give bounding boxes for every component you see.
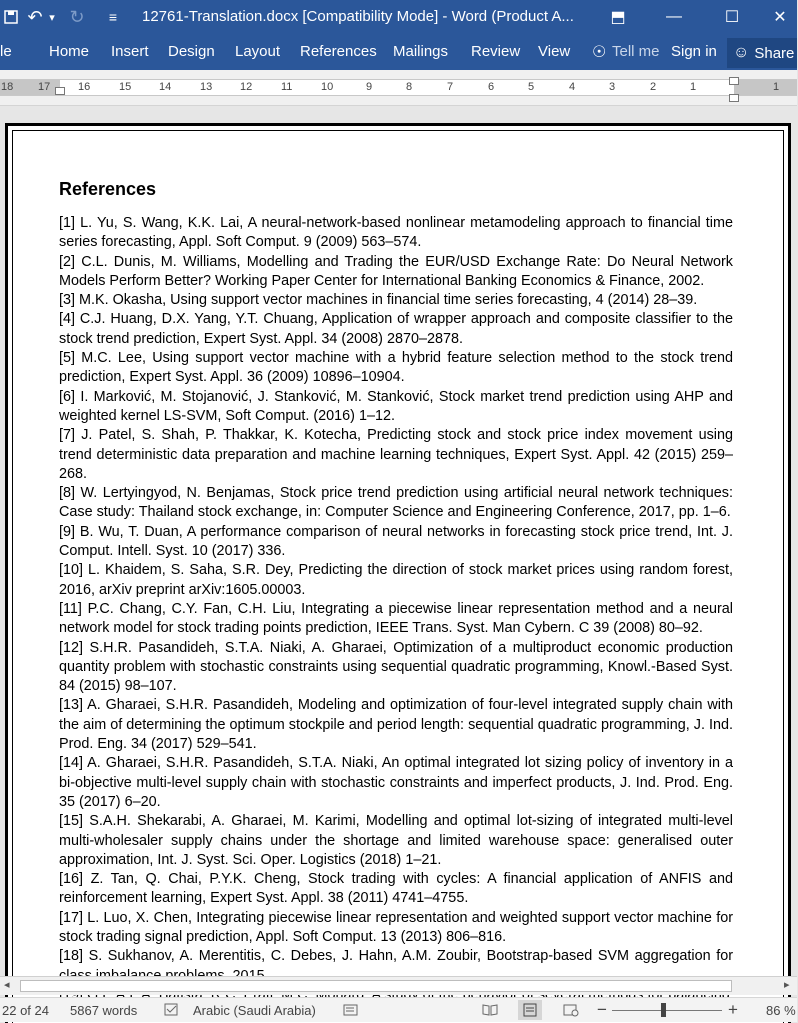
customize-toolbar-icon[interactable]: ≡	[108, 9, 118, 25]
sign-in-link[interactable]: Sign in	[671, 43, 717, 60]
reference-item: [10] L. Khaidem, S. Saha, S.R. Dey, Predicting the direction of stock market prices using random forest, 2016, arXiv preprint arXiv:1605.00003.	[59, 562, 733, 598]
ruler-tick: 18	[1, 81, 14, 93]
left-indent-marker[interactable]	[55, 87, 65, 95]
tab-home[interactable]: Home	[49, 43, 90, 60]
ruler-tick: 16	[78, 81, 91, 93]
horizontal-ruler[interactable]	[0, 70, 797, 106]
save-icon[interactable]	[0, 6, 22, 28]
scroll-left-icon[interactable]: ◂	[4, 979, 10, 991]
zoom-out-button[interactable]: −	[597, 1000, 607, 1019]
print-layout-icon[interactable]	[518, 1000, 542, 1020]
reference-item: [7] J. Patel, S. Shah, P. Thakkar, K. Kotecha, Predicting stock and stock price index movement using trend deterministic data preparation and machine learning techniques, Expert Syst. Appl. 42 (2015) 259–268.	[59, 427, 733, 482]
ribbon-display-options-icon[interactable]: ⬒	[610, 9, 626, 26]
close-icon[interactable]: ✕	[773, 9, 787, 26]
ruler-tick: 8	[406, 81, 413, 93]
tab-insert[interactable]: Insert	[111, 43, 149, 60]
tab-layout[interactable]: Layout	[235, 43, 281, 60]
ruler-tick: 15	[119, 81, 132, 93]
share-button[interactable]	[727, 38, 797, 68]
reference-item: [9] B. Wu, T. Duan, A performance comparison of neural networks in forecasting stock price trend, Int. J. Comput. Intell. Syst. 10 (2017) 336.	[59, 523, 733, 560]
macro-recording-icon[interactable]	[343, 1003, 359, 1017]
ruler-tick: 14	[159, 81, 172, 93]
right-indent-marker-bottom[interactable]	[729, 94, 739, 102]
tab-references[interactable]: References	[300, 43, 377, 60]
reference-item: [13] A. Gharaei, S.H.R. Pasandideh, Modeling and optimization of four-level integrated supply chain with the aim of determining the optimum stockpile and period length: sequential quadratic programming, J. Ind. Prod. Eng. 34 (2017) 529–541.	[59, 697, 733, 753]
title-bar	[0, 0, 797, 34]
tell-me-search[interactable]: Tell me	[612, 43, 660, 60]
person-icon: ☺	[733, 44, 750, 61]
scroll-right-icon[interactable]: ▸	[784, 979, 790, 991]
tab-view[interactable]: View	[538, 43, 571, 60]
ruler-tick: 6	[488, 81, 495, 93]
ruler-tick: 9	[366, 81, 373, 93]
zoom-slider[interactable]	[612, 1010, 722, 1011]
zoom-slider-thumb[interactable]	[661, 1003, 666, 1017]
window-title: 12761-Translation.docx [Compatibility Mode] - Word (Product A...	[142, 8, 574, 25]
right-indent-marker-top[interactable]	[729, 77, 739, 85]
ruler-tick: 3	[609, 81, 616, 93]
ruler-tick: 13	[200, 81, 213, 93]
undo-dropdown-icon[interactable]: ▾	[49, 11, 55, 24]
reference-item: [12] S.H.R. Pasandideh, S.T.A. Niaki, A. Gharaei, Optimization of a multiproduct economic production quantity problem with stochastic constraints using sequential quadratic programming, Knowl.-Based Syst. 84 (2015) 98–107.	[59, 639, 733, 695]
zoom-level[interactable]: 86 %	[766, 1003, 796, 1018]
reference-item: [5] M.C. Lee, Using support vector machine with a hybrid feature selection method to the stock trend prediction, Expert Syst. Appl. 36 (2009) 10896–10904.	[59, 350, 733, 386]
reference-item: [6] I. Marković, M. Stojanović, J. Stanković, M. Stanković, Stock market trend prediction using AHP and weighted kernel LS-SVM, Soft Comput. (2016) 1–12.	[59, 388, 733, 424]
maximize-icon[interactable]: ☐	[724, 9, 740, 26]
reference-item: [3] M.K. Okasha, Using support vector machines in financial time series forecasting, 4 (2014) 28–39.	[59, 292, 698, 309]
reference-item: [8] W. Lertyingyod, N. Benjamas, Stock price trend prediction using artificial neural network techniques: Case study: Thailand stock exchange, in: Computer Science and Engineering Conference, 2017, pp. 1–6.	[59, 485, 733, 521]
reference-item: [4] C.J. Huang, D.X. Yang, Y.T. Chuang, Application of wrapper approach and composite classifier to the stock trend prediction, Expert Syst. Appl. 34 (2008) 2870–2878.	[59, 311, 733, 347]
ruler-tick: 1	[773, 81, 780, 93]
undo-icon[interactable]: ↶	[27, 6, 43, 27]
reference-item: [14] A. Gharaei, S.H.R. Pasandideh, S.T.A. Niaki, An optimal integrated lot sizing policy of inventory in a bi-objective multi-level supply chain with stochastic constraints and imperfect products, J. Ind. Prod. Eng. 35 (2017) 6–20.	[59, 755, 733, 810]
reference-item: [16] Z. Tan, Q. Chai, P.Y.K. Cheng, Stock trading with cycles: A financial application of ANFIS and reinforcement learning, Expert Syst. Appl. 38 (2011) 4741–4755.	[59, 871, 733, 907]
document-area[interactable]	[0, 106, 797, 976]
ruler-tick: 4	[569, 81, 576, 93]
reference-item: [18] S. Sukhanov, A. Merentitis, C. Debes, J. Hahn, A.M. Zoubir, Bootstrap-based SVM aggregation for	[59, 948, 733, 965]
read-mode-icon[interactable]	[482, 1003, 498, 1017]
ruler-tick: 1	[690, 81, 697, 93]
language-indicator[interactable]: Arabic (Saudi Arabia)	[193, 1003, 316, 1018]
proofing-icon[interactable]	[164, 1003, 180, 1017]
reference-item: [15] S.A.H. Shekarabi, A. Gharaei, M. Karimi, Modelling and optimal lot-sizing of integrated multi-level multi-wholesaler supply chains under the shortage and limited warehouse space: generalised outer approximation, Int. J. Syst. Sci. Oper. Logistics (2018) 1–21.	[59, 813, 733, 868]
tab-design[interactable]: Design	[168, 43, 215, 60]
ruler-margin-right	[734, 80, 797, 95]
minimize-icon[interactable]: —	[666, 8, 682, 25]
lightbulb-icon[interactable]: ☉	[592, 44, 607, 61]
ruler-tick: 2	[650, 81, 657, 93]
references-list	[59, 214, 733, 1005]
reference-item: [17] L. Luo, X. Chen, Integrating piecewise linear representation and weighted support vector machine for stock trading signal prediction, Appl. Soft Comput. 13 (2013) 806–816.	[59, 909, 733, 945]
ruler-tick: 7	[447, 81, 454, 93]
ruler-tick: 17	[38, 81, 51, 93]
ruler-tick: 5	[528, 81, 535, 93]
tab-review[interactable]: Review	[471, 43, 521, 60]
reference-item: [2] C.L. Dunis, M. Williams, Modelling and Trading the EUR/USD Exchange Rate: Do Neural Network Models Perform Better? Working Paper Center for International Banking Economics & Finance, 2002.	[59, 253, 733, 289]
page[interactable]	[5, 123, 791, 1023]
tab-mailings[interactable]: Mailings	[393, 43, 449, 60]
ruler-tick: 10	[321, 81, 334, 93]
web-layout-icon[interactable]	[563, 1003, 579, 1017]
ruler-tick: 11	[281, 81, 293, 93]
reference-item: [11] P.C. Chang, C.Y. Fan, C.H. Liu, Integrating a piecewise linear representation method and a neural network model for stock trading points prediction, IEEE Trans. Syst. Man Cybern. C 39 (2008) 80–92.	[59, 600, 733, 637]
horizontal-scrollbar[interactable]	[0, 976, 797, 995]
reference-item: [1] L. Yu, S. Wang, K.K. Lai, A neural-network-based nonlinear metamodeling approach to financial time series forecasting, Appl. Soft Comput. 9 (2009) 563–574.	[59, 215, 733, 251]
page-count[interactable]: 22 of 24	[2, 1003, 49, 1018]
tab-file[interactable]: le	[0, 43, 12, 60]
zoom-in-button[interactable]: +	[728, 1000, 738, 1019]
word-count[interactable]: 5867 words	[70, 1003, 138, 1018]
status-bar	[0, 997, 797, 1022]
ribbon-tabs	[0, 34, 797, 70]
share-label: Share	[754, 44, 795, 62]
redo-icon[interactable]: ↻	[69, 6, 85, 27]
scrollbar-thumb[interactable]	[20, 980, 732, 992]
ruler-tick: 12	[240, 81, 253, 93]
references-heading: References	[59, 179, 157, 199]
